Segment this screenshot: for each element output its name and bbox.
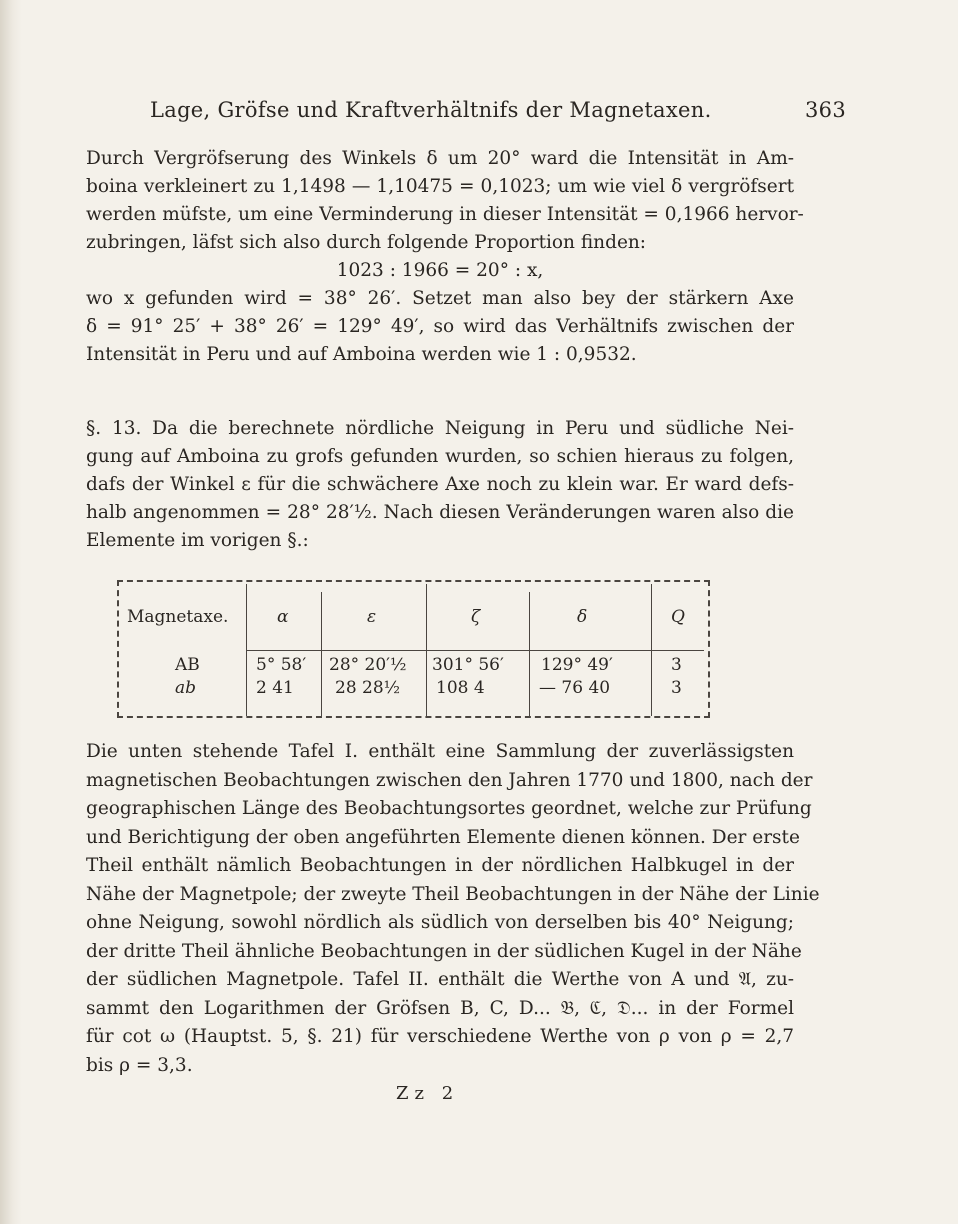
paragraph-2 [86,415,794,555]
row-ab-upper-q: 3 [671,655,682,675]
running-header [150,98,846,130]
row-ab-lower-zeta: 108 4 [436,678,485,698]
text-line: werden müfste, um eine Verminderung in dieser Intensität = 0,1966 hervor- [86,204,804,225]
text-line: Nähe der Magnetpole; der zweyte Theil Beobachtungen in der Nähe der Linie [86,883,820,905]
row-ab-upper-zeta: 301° 56′ [432,655,504,675]
text-line: und Berichtigung der oben angeführten Elemente dienen können. Der erste [86,826,800,848]
paragraph-1 [86,145,804,369]
text-line: boina verkleinert zu 1,1498 — 1,10475 = 0,1023; um wie viel δ vergröfsert [86,176,794,197]
text-line: dafs der Winkel ε für die schwächere Axe noch zu klein war. Er ward defs- [86,474,794,495]
row-ab-upper-alpha: 5° 58′ [256,655,307,675]
proportion-formula: 1023 : 1966 = 20° : x, [336,260,544,281]
text-line: Intensität in Peru und auf Amboina werden wie 1 : 0,9532. [86,344,637,365]
row-ab-lower-q: 3 [671,678,682,698]
header-delta: δ [577,607,588,627]
text-line: der dritte Theil ähnliche Beobachtungen in der südlichen Kugel in der Nähe [86,940,802,962]
text-line: δ = 91° 25′ + 38° 26′ = 129° 49′, so wird das Verhältnifs zwischen der [86,316,794,337]
text-line: der südlichen Magnetpole. Tafel II. enthält die Werthe von A und 𝔄, zu- [86,969,794,990]
text-line: Elemente im vorigen §.: [86,530,309,551]
text-line: zubringen, läfst sich also durch folgende Proportion finden: [86,232,647,253]
header-q: Q [671,607,685,627]
header-epsilon: ε [367,607,377,627]
table-rule [529,592,530,716]
text-line: Theil enthält nämlich Beobachtungen in der nördlichen Halbkugel in der [86,855,794,876]
text-line: magnetischen Beobachtungen zwischen den Jahren 1770 und 1800, nach der [86,769,813,791]
header-magnetaxe: Magnetaxe. [127,607,229,627]
row-ab-lower-axis: ab [175,678,197,698]
text-line: §. 13. Da die berechnete nördliche Neigung in Peru und südliche Nei- [86,418,794,439]
row-ab-lower-epsilon: 28 28½ [335,678,401,698]
row-ab-lower-delta: — 76 40 [539,678,611,698]
text-line: halb angenommen = 28° 28′½. Nach diesen Veränderungen waren also die [86,502,794,523]
row-ab-upper-delta: 129° 49′ [541,655,613,675]
row-ab-upper-epsilon: 28° 20′½ [329,655,407,675]
paragraph-3 [86,738,820,1080]
text-line: ohne Neigung, sowohl nördlich als südlich von derselben bis 40° Neigung; [86,912,794,933]
text-line: Die unten stehende Tafel I. enthält eine Sammlung der zuverlässigsten [86,741,794,762]
page-number: 363 [805,98,846,122]
text-line: für cot ω (Hauptst. 5, §. 21) für verschiedene Werthe von ρ von ρ = 2,7 [86,1026,794,1047]
text-line: bis ρ = 3,3. [86,1054,193,1076]
table-header-rule [246,650,704,651]
row-ab-lower-alpha: 2 41 [256,678,294,698]
row-ab-upper-axis: AB [175,655,200,675]
table-rule [321,592,322,716]
header-alpha: α [277,607,289,627]
text-line: gung auf Amboina zu grofs gefunden wurden, so schien hieraus zu folgen, [86,446,794,467]
signature-mark: Zz 2 [396,1083,460,1104]
text-line: Durch Vergröfserung des Winkels δ um 20° ward die Intensität in Am- [86,148,794,169]
text-line: geographischen Länge des Beobachtungsortes geordnet, welche zur Prüfung [86,798,812,819]
page-spine-shadow [0,0,22,1224]
elements-table [117,580,710,718]
header-zeta: ζ [471,607,481,627]
running-title: Lage, Gröfse und Kraftverhältnifs der Magnetaxen. [150,98,712,122]
text-line: sammt den Logarithmen der Gröfsen B, C, D... 𝔅, ℭ, 𝔇... in der Formel [86,997,794,1019]
text-line: wo x gefunden wird = 38° 26′. Setzet man also bey der stärkern Axe [86,288,794,309]
